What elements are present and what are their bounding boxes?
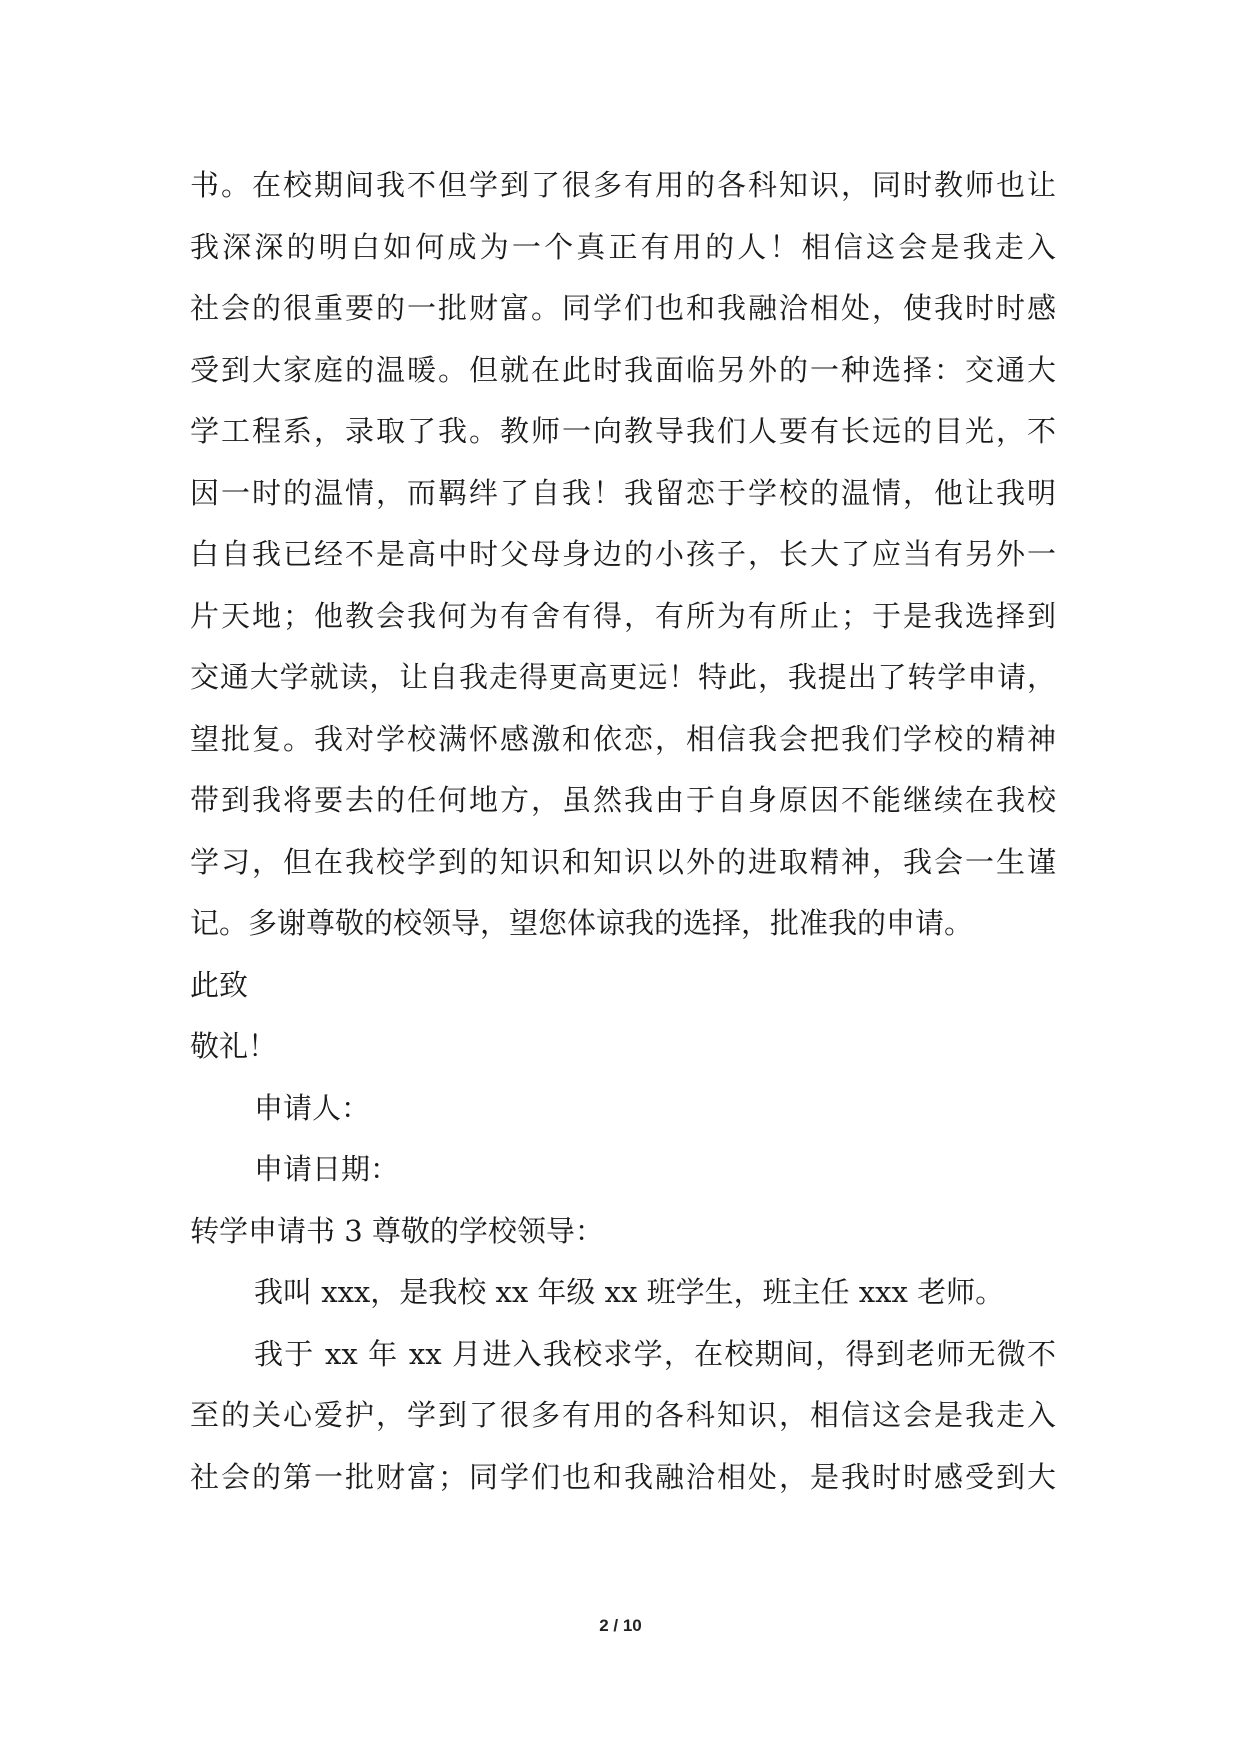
document-body (190, 155, 1056, 1508)
body-text-line: 书。在校期间我不但学到了很多有用的各科知识，同时教师也让 (190, 168, 1056, 202)
second-letter-line: 我于 xx 年 xx 月进入我校求学，在校期间，得到老师无微不 (254, 1336, 1056, 1371)
body-text-line: 社会的很重要的一批财富。同学们也和我融洽相处，使我时时感 (190, 291, 1056, 325)
body-text-line: 交通大学就读，让自我走得更高更远！特此，我提出了转学申请， (190, 660, 1056, 694)
applicant-label: 申请人： (254, 1090, 371, 1125)
second-letter-intro: 我叫 xxx，是我校 xx 年级 xx 班学生，班主任 xxx 老师。 (254, 1275, 1005, 1309)
body-text-line: 记。多谢尊敬的校领导，望您体谅我的选择，批准我的申请。 (190, 906, 974, 940)
body-text-line: 片天地；他教会我何为有舍有得，有所为有所止；于是我选择到 (190, 598, 1056, 633)
body-text-line: 因一时的温情，而羁绊了自我！我留恋于学校的温情，他让我明 (190, 475, 1056, 510)
closing-text: 此致 (190, 967, 249, 1002)
body-text-line: 我深深的明白如何成为一个真正有用的人！相信这会是我走入 (190, 229, 1056, 264)
page-number: 2 / 10 (599, 1616, 642, 1635)
body-text-line: 学习，但在我校学到的知识和知识以外的进取精神，我会一生谨 (190, 844, 1056, 879)
body-text-line: 学工程系，录取了我。教师一向教导我们人要有长远的目光，不 (190, 414, 1056, 448)
second-letter-line: 至的关心爱护，学到了很多有用的各科知识，相信这会是我走入 (190, 1398, 1056, 1432)
date-label: 申请日期： (254, 1152, 400, 1186)
second-letter-heading: 转学申请书 3 尊敬的学校领导： (190, 1213, 604, 1248)
body-text-line: 白自我已经不是高中时父母身边的小孩子，长大了应当有另外一 (190, 537, 1056, 571)
second-letter-line: 社会的第一批财富；同学们也和我融洽相处，是我时时感受到大 (190, 1459, 1056, 1494)
body-text-line: 受到大家庭的温暖。但就在此时我面临另外的一种选择：交通大 (190, 352, 1056, 387)
body-text-line: 望批复。我对学校满怀感激和依恋，相信我会把我们学校的精神 (190, 721, 1056, 756)
salute-text: 敬礼！ (190, 1029, 278, 1063)
body-text-line: 带到我将要去的任何地方，虽然我由于自身原因不能继续在我校 (190, 783, 1056, 817)
